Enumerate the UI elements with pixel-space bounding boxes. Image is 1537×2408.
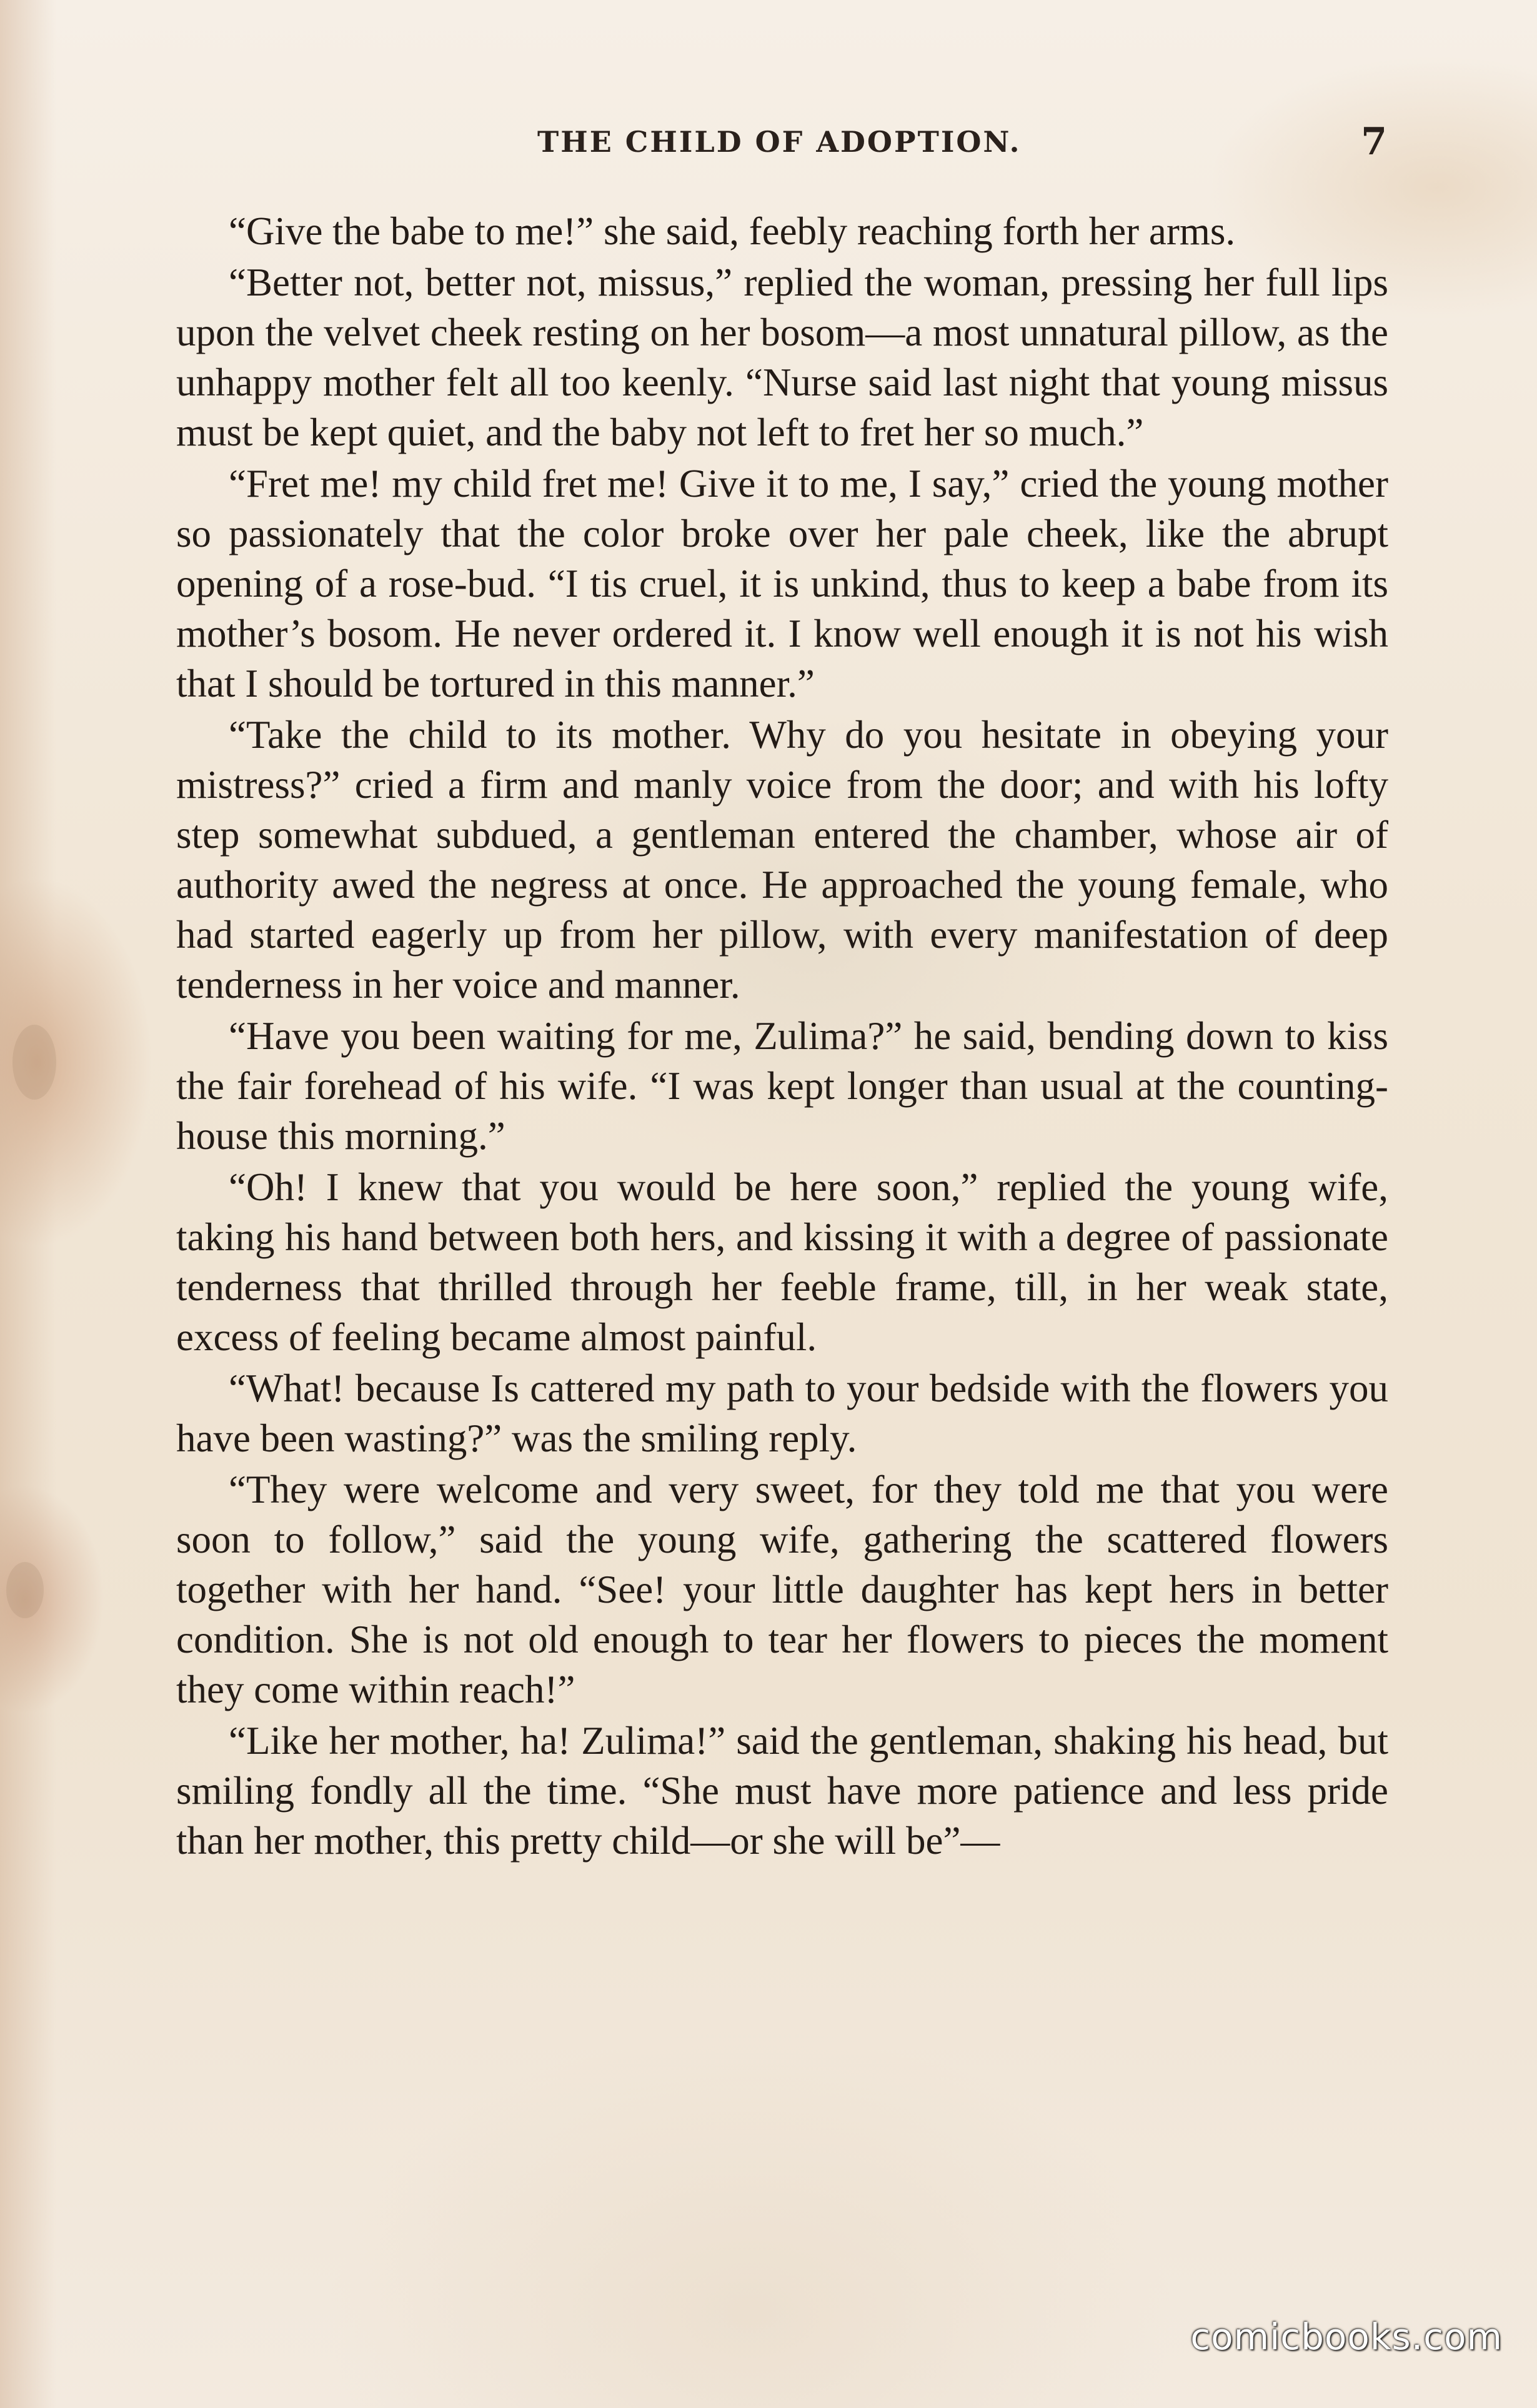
running-head: THE CHILD OF ADOPTION. [537, 125, 1022, 159]
page-edge-stain [0, 0, 56, 2408]
paragraph: “What! because Is cattered my path to your bedside with the flowers you have been wasting?” was the smiling reply. [176, 1366, 1388, 1460]
paragraph: “Like her mother, ha! Zulima!” said the gentleman, shaking his head, but smiling fondly all the time. “She must have more patience and less pride than her mother, this pretty child—or she will be”— [176, 1719, 1388, 1863]
page-stain [12, 1025, 56, 1100]
paragraph: “Fret me! my child fret me! Give it to me, I say,” cried the young mother so passionately that the color broke over her pale cheek, like the abrupt opening of a rose-bud. “I tis cruel, it is unkind, thus to keep a babe from its mother’s bosom. He never ordered it. I know well enough it is not his wish that I should be tortured in this manner.” [176, 462, 1388, 705]
paragraph: “Give the babe to me!” she said, feebly reaching forth her arms. [229, 209, 1236, 253]
watermark: comicbooks.com [1190, 2316, 1503, 2358]
page-number: 7 [1361, 120, 1387, 164]
paragraph: “Better not, better not, missus,” replied the woman, pressing her full lips upon the velvet cheek resting on her bosom—a most unnatural pillow, as the unhappy mother felt all too keenly. “Nurse said last night that young missus must be kept quiet, and the baby not left to fret her so much.” [176, 261, 1388, 454]
paragraph: “Have you been waiting for me, Zulima?” he said, bending down to kiss the fair forehead of his wife. “I was kept longer than usual at the counting-house this morning.” [176, 1014, 1388, 1158]
page-header [175, 120, 1400, 170]
paragraph: “Oh! I knew that you would be here soon,” replied the young wife, taking his hand between both hers, and kissing it with a degree of passionate tenderness that thrilled through her feeble frame, till, in her weak state, excess of feeling became almost painful. [176, 1165, 1388, 1359]
paragraph: “They were welcome and very sweet, for they told me that you were soon to follow,” said the young wife, gathering the scattered flowers together with her hand. “See! your little daughter has kept hers in better condition. She is not old enough to tear her flowers to pieces the moment they come within reach!” [176, 1468, 1388, 1711]
body-text [176, 206, 1388, 1867]
page-stain [6, 1562, 44, 1618]
paragraph: “Take the child to its mother. Why do you hesitate in obeying your mistress?” cried a firm and manly voice from the door; and with his lofty step somewhat subdued, a gentleman entered the chamber, whose air of authority awed the negress at once. He approached the young female, who had started eagerly up from her pillow, with every manifestation of deep tenderness in her voice and manner. [176, 713, 1388, 1007]
